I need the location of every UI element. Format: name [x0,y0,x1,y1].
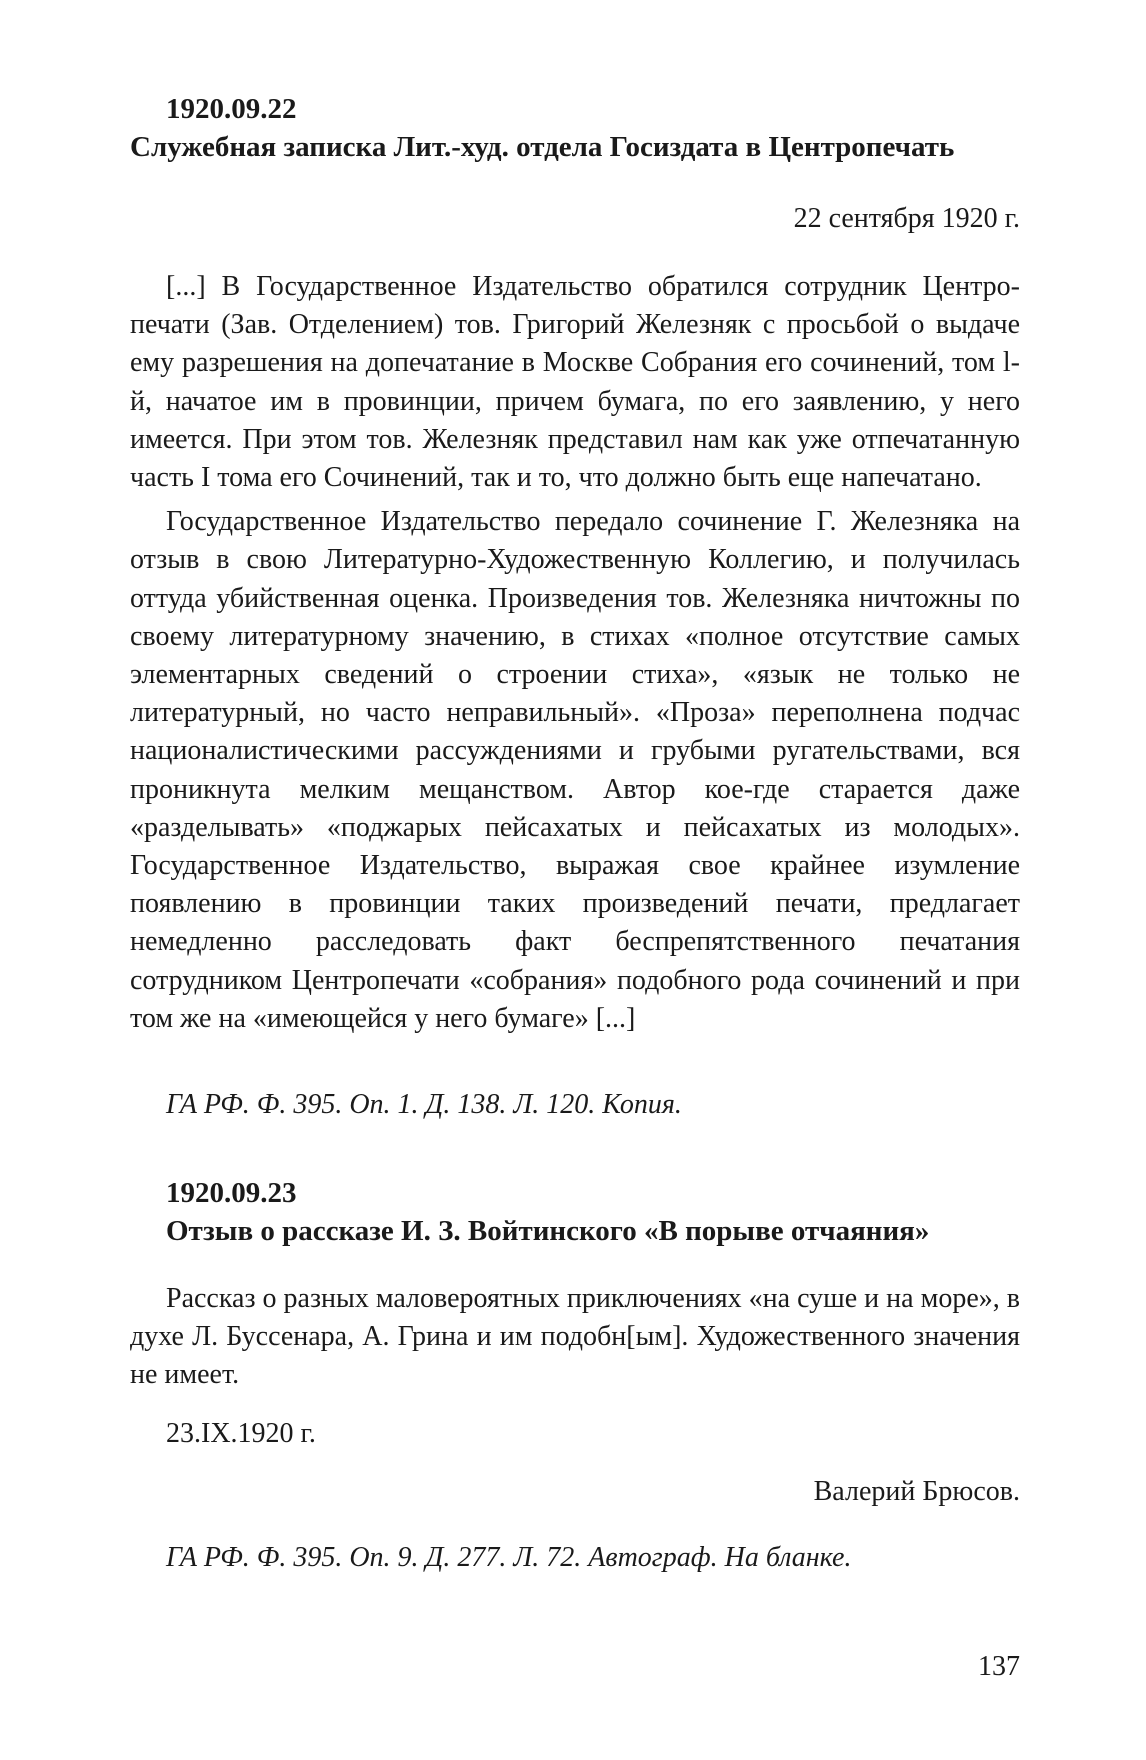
entry-paragraph: Рассказ о разных маловероятных приключениях «на суше и на море», в духе Л. Буссенара, А. Грина и им подобн[ым]. Художественного значения не имеет. [130,1283,1020,1391]
document-page [130,90,1020,1577]
archive-source: ГА РФ. Ф. 395. Оп. 1. Д. 138. Л. 120. Копия. [166,1089,682,1121]
entry-title: Отзыв о рассказе И. З. Войтинского «В порыве отчаяния» [166,1215,930,1248]
entry-date: 22 сентября 1920 г. [793,203,1020,234]
entry-paragraph: Государственное Издательство передало сочинение Г. Железняка на отзыв в свою Литературно-Художественную Коллегию, и получилась оттуда убийственная оценка. Произведения тов. Железняка ничтожны по своему литературному значению, в стихах «полное отсутствие самых элементарных сведений о строении стиха», «язык не только не литературный, но часто неправильный». «Проза» переполнена подчас националистическими рассуждениями и грубыми ругательствами, вся проникнута мелким мещанством. Автор кое-где старается даже «разделывать» «поджарых пейсахатых и пейсахатых из молодых». Государственное Издательство, выражая свое крайнее изумление появлению в провинции таких произведений печати, предлагает немедленно расследовать факт беспрепятственного печатания сотрудником Центропечати «собрания» подобного рода сочинений и при том же на «имеющейся у него бумаге» [...] [130,506,1020,1034]
entry-id: 1920.09.23 [166,1177,297,1210]
entry-title: Служебная записка Лит.-худ. отдела Госиздата в Центропечать [130,131,955,163]
entry-paragraph: [...] В Государственное Издательство обратился сотрудник Центропечати (Зав. Отделением) тов. Григорий Железняк с просьбой о выдаче ему разрешения на допечатание в Москве Собрания его сочинений, том l-й, начатое им в провинции, причем бумага, по его заявлению, у него имеется. При этом тов. Железняк представил нам как уже отпечатанную часть I тома его Сочинений, так и то, что должно быть еще напечатано. [130,271,1020,494]
archive-source: ГА РФ. Ф. 395. Оп. 9. Д. 277. Л. 72. Автограф. На бланке. [166,1541,852,1573]
entry-id: 1920.09.22 [166,93,297,125]
entry-1920-09-23 [130,1174,1020,1577]
entry-date: 23.IX.1920 г. [166,1417,316,1449]
page-number: 137 [978,1651,1020,1682]
entry-1920-09-22 [130,90,1020,1124]
signature: Валерий Брюсов. [813,1475,1020,1507]
